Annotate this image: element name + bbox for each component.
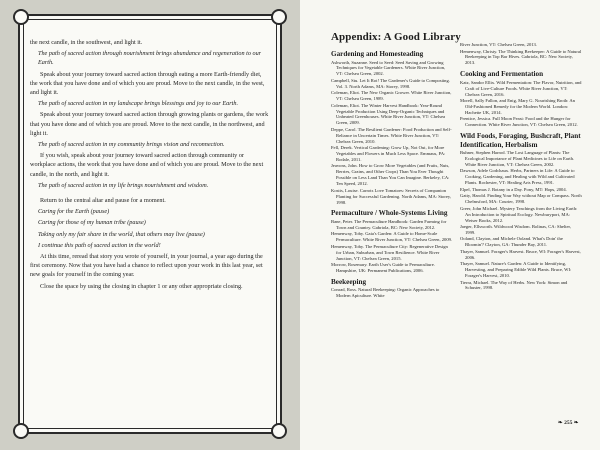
bibliography-entry: Conrad, Ross. Natural Beekeeping: Organic Approaches to Modern Apiculture. White [331, 287, 440, 299]
ritual-paragraph: the next candle, in the southwest, and light it. [30, 39, 143, 46]
bibliography-entry: Tierra, Michael. The Way of Herbs. New York: Simon and Schuster, 1998. [460, 279, 568, 291]
ritual-paragraph: The path of sacred action in my community brings vision and reconnection. [38, 141, 225, 149]
bibliography-entry: Campbell, Stu. Let It Rot! The Gardener's Guide to Composting. Vol. 3. North Adams, MA: Storey, 1998. [331, 77, 450, 89]
bibliography-entry: Dawson, Adele Godchaux. Herbs, Partners in Life: A Guide to Cooking, Gardening, and Healing with Wild and Cultivated Plants. Rochester, VT: Healing Arts Press, 1991. [460, 168, 575, 186]
bibliography-entry: Bane, Peter. The Permaculture Handbook: Garden Farming for Town and Country. Gabriola, BC: New Society, 2012. [331, 218, 447, 230]
bibliography-entry: Jeavons, John. How to Grow More Vegetables (and Fruits, Nuts, Berries, Grains, and Other Crops) Than You Ever Thought Possible on Less Land Than You Can Imagine. Berkeley, CA: Ten Speed, 2012. [331, 163, 450, 187]
ritual-paragraph: Taking only my fair share in the world, that others may live (pause) [38, 230, 205, 238]
frame-corner-ornament [13, 9, 29, 25]
bibliography-column-right [460, 42, 582, 292]
section-heading: Wild Foods, Foraging, Bushcraft, Plant Identification, Herbalism [460, 132, 581, 149]
ritual-paragraph: If you wish, speak about your journey toward sacred action through community or workplace actions, the work that you have done and of which you are proud. Move to the next candle, in the north, and light it. [30, 152, 264, 178]
ritual-text-body [30, 38, 270, 293]
bibliography-entry: Morell, Sally Fallon, and Enig, Mary G. Nourishing Broth: An Old-Fashioned Remedy for the Modern World. London: Hachette UK, 2014. [460, 98, 575, 115]
ritual-paragraph: Return to the central altar and pause for a moment. [40, 197, 166, 205]
section-heading: Beekeeping [331, 277, 367, 286]
bibliography-entry: Coleman, Eliot. The Winter Harvest Handbook: Year-Round Vegetable Production Using Deep-Organic Techniques and Unheated Greenhouses. White River Junction, VT: Chelsea Green, 2009. [331, 102, 446, 126]
page-number: ❧ 255 ❧ [558, 420, 579, 426]
appendix-title: Appendix: A Good Library [331, 31, 461, 43]
ritual-paragraph: Close the space by using the closing in chapter 1 or any other appropriate closing. [40, 282, 243, 290]
ritual-paragraph: Speak about your journey toward sacred action through growing plants or gardens, the work that you have done and of which you are proud. Move to the next candle, in the northwest, and light it. [30, 111, 269, 137]
ritual-paragraph: Caring for those of my human tribe (pause) [38, 219, 146, 227]
frame-corner-ornament [271, 423, 287, 439]
bibliography-entry: Kostts, Louise. Carrots Love Tomatoes: Secrets of Companion Planting for Successful Gardening. North Adams, MA: Storey, 1998. [331, 187, 452, 205]
bibliography-entry: Hemenway, Toby. Gaia's Garden: A Guide to Home-Scale Permaculture. White River Junction, VT: Chelsea Green, 2009. [331, 231, 453, 243]
bibliography-entry: Jaeger, Ellsworth. Wildwood Wisdom. Bolinas, CA: Shelter, 1999. [460, 224, 571, 235]
ritual-paragraph: The path of sacred action in my life brings nourishment and wisdom. [38, 181, 209, 189]
bibliography-entry: Morrow, Rosemary. Earth User's Guide to Permaculture. Hampshire, UK: Permanent Publications, 2006. [331, 262, 435, 273]
ritual-paragraph: Caring for the Earth (pause) [38, 208, 110, 216]
bibliography-entry: Thayer, Samuel. Nature's Garden: A Guide to Identifying, Harvesting, and Preparing Edible Wild Plants. Bruce, WI: Forager's Harvest, 2010. [460, 261, 572, 279]
bibliography-entry: Thayer, Samuel. Forager's Harvest. Bruce, WI: Forager's Harvest, 2006. [460, 248, 581, 260]
bibliography-entry: Hemenway, Toby. The Permaculture City: Regenerative Design for Urban, Suburban, and Town Resilience. White River Junction, VT: Chelsea Green, 2015. [331, 243, 448, 261]
bibliography-entry: Coleman, Eliot. The New Organic Grower. White River Junction, VT: Chelsea Green, 1989. [331, 90, 452, 102]
ritual-paragraph: The path of sacred action through nourishment brings abundance and regeneration to our Earth. [38, 50, 262, 67]
right-page [300, 0, 600, 450]
bibliography-column-left [331, 46, 453, 300]
ritual-paragraph: Speak about your journey toward sacred action through eating a more Earth-friendly diet, the work that you have done and of which you are proud. Move to the next candle, in the west, and light it. [30, 70, 265, 97]
bibliography-entry: Hemenway, Christy. The Thinking Beekeeper: A Guide to Natural Beekeeping in Top Bar Hives. Gabriola, BC: New Society, 2013. [460, 48, 582, 66]
bibliography-entry: River Junction, VT: Chelsea Green, 2013. [460, 42, 537, 47]
ritual-paragraph: I continue this path of sacred action in the world! [38, 241, 161, 249]
frame-corner-ornament [271, 9, 287, 25]
ritual-paragraph: At this time, reread that story you wrote of yourself, in your journal, a year ago during the first ceremony. Now that you have had a chance to reflect upon your work in this last year, set new goals for yourself in the coming year. [30, 253, 263, 279]
bibliography-entry: Fell, Derek. Vertical Gardening: Grow Up, Not Out, for More Vegetables and Flowers in Much Less Space. Emmaus, PA: Rodale, 2011. [331, 145, 446, 162]
bibliography-entry: Deppe, Carol. The Resilient Gardener: Food Production and Self-Reliance in Uncertain Times. White River Junction, VT: Chelsea Green, 2010. [331, 126, 452, 144]
section-heading: Cooking and Fermentation [460, 70, 544, 79]
bibliography-entry: Prentice, Jessica. Full Moon Feast: Food and the Hunger for Connection. White River Junction, VT: Chelsea Green, 2012. [460, 116, 578, 128]
frame-corner-ornament [13, 423, 29, 439]
section-heading: Gardening and Homesteading [331, 50, 424, 58]
bibliography-entry: Ooland, Clayton, and Michele Ooland. What's Doin' the Bloomin'? Clayton, GA: Thunder Bay, 2011. [460, 236, 563, 248]
bibliography-entry: Ashworth, Suzanne. Seed to Seed: Seed Saving and Growing Techniques for Vegetable Gardeners. White River Junction, VT: Chelsea Green, 2002. [331, 59, 446, 77]
bibliography-entry: Elpel, Thomas J. Botany in a Day. Pony, MT: Hops, 2004. [460, 186, 567, 192]
bibliography-entry: Greer, John Michael. Mystery Teachings from the Living Earth: An Introduction to Spiritual Ecology. Newburyport, MA: Weiser Books, 2012. [460, 205, 578, 223]
section-heading: Permaculture / Whole-Systems Living [331, 209, 448, 218]
bibliography-entry: Gatty, Harold. Finding Your Way without Map or Compass. North Chelmsford, MA: Courier, 1998. [460, 193, 582, 205]
bibliography-entry: Katz, Sandor Ellix. Wild Fermentation: The Flavor, Nutrition, and Craft of Live-Culture Foods. White River Junction, VT: Chelsea Green, 2016. [460, 79, 582, 97]
ritual-paragraph: The path of sacred action in my landscape brings blessings and joy to our Earth. [38, 100, 238, 108]
bibliography-entry: Buhner, Stephen Harrod. The Lost Language of Plants: The Ecological Importance of Plant Medicines to Life on Earth. White River Junction, VT: Chelsea Green, 2002. [460, 150, 575, 167]
